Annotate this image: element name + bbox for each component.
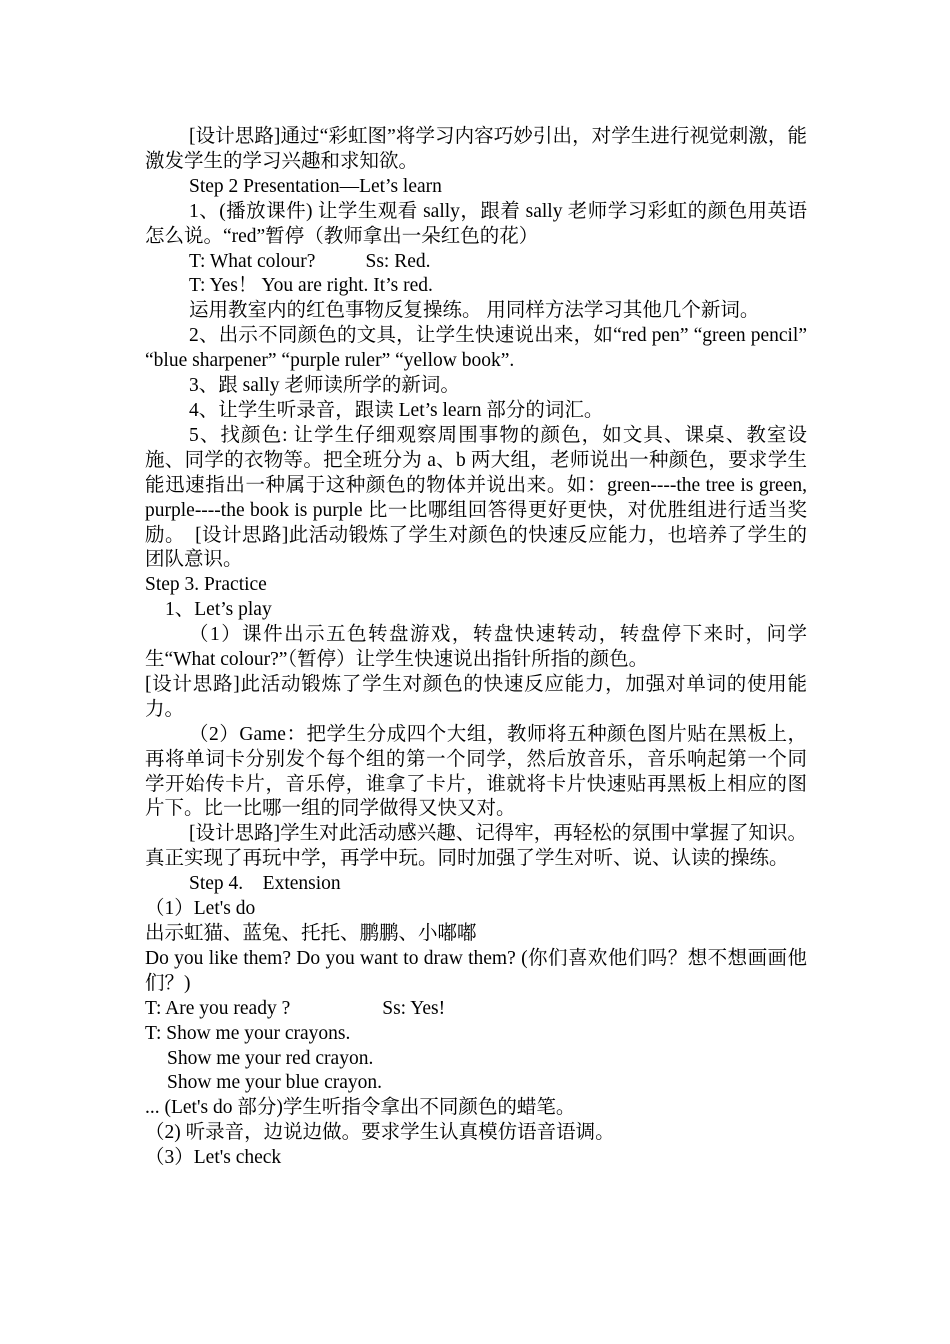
practice-item-1: （1）课件出示五色转盘游戏，转盘快速转动，转盘停下来时，问学生“What colour?”（暂停）让学生快速说出指针所指的颜色。 <box>145 624 807 671</box>
command-line-2: Show me your red crayon. <box>167 1047 374 1069</box>
step2-item-4: 4、让学生听录音，跟读 Let’s learn 部分的词汇。 <box>189 399 604 421</box>
teacher-question: T: What colour? <box>189 250 316 272</box>
dialogue-line-1 <box>145 250 807 275</box>
dialogue-line-3 <box>145 997 807 1022</box>
step2-heading: Step 2 Presentation—Let’s learn <box>189 175 442 197</box>
design-note-interest: [设计思路]学生对此活动感兴趣、记得牢，再轻松的氛围中掌握了知识。真正实现了再玩中学，再学中玩。同时加强了学生对听、说、认读的操练。 <box>145 823 807 870</box>
lets-check-heading: （3）Let's check <box>145 1147 282 1169</box>
lets-do-note: ... (Let's do 部分)学生听指令拿出不同颜色的蜡笔。 <box>145 1097 576 1119</box>
lets-do-heading: （1）Let's do <box>145 898 256 920</box>
question-line: Do you like them? Do you want to draw them? (你们喜欢他们吗？想不想画画他们？) <box>145 947 807 994</box>
step2-item-3: 3、跟 sally 老师读所学的新词。 <box>189 375 460 397</box>
step2-item-5: 5、找颜色: 让学生仔细观察周围事物的颜色，如文具、课桌、教室设施、同学的衣物等。把全班分为 a、b 两大组，老师说出一种颜色，要求学生能迅速指出一种属于这种颜色的物体并说出来。如：green----the tree is green, purple----the book is purple 比一比哪组回答得更好更快，对优胜组进行适当奖励。 [设计思路]此活动锻炼了学生对颜色的快速反应能力，也培养了学生的团队意识。 <box>145 424 807 571</box>
design-note-reaction: [设计思路]此活动锻炼了学生对颜色的快速反应能力，加强对单词的使用能力。 <box>145 673 807 720</box>
teacher-ready: T: Are you ready ? <box>145 997 291 1019</box>
step3-heading: Step 3. Practice <box>145 574 267 596</box>
lets-play-heading: 1、Let’s play <box>165 599 272 621</box>
listen-item: （2) 听录音，边说边做。要求学生认真模仿语音语调。 <box>145 1122 615 1144</box>
step4-heading: Step 4. Extension <box>189 873 341 895</box>
command-line-1: T: Show me your crayons. <box>145 1022 351 1044</box>
practice-note: 运用教室内的红色事物反复操练。 用同样方法学习其他几个新词。 <box>189 300 760 322</box>
step2-item-2: 2、出示不同颜色的文具，让学生快速说出来，如“red pen” “green pencil” “blue sharpener” “purple ruler” “yellow book”. <box>145 325 807 372</box>
document-page <box>145 125 807 1171</box>
students-yes: Ss: Yes! <box>382 997 446 1019</box>
design-note-rainbow: [设计思路]通过“彩虹图”将学习内容巧妙引出，对学生进行视觉刺激，能激发学生的学习兴趣和求知欲。 <box>145 126 807 172</box>
show-characters: 出示虹猫、蓝兔、托托、鹏鹏、小嘟嘟 <box>145 923 477 944</box>
students-answer: Ss: Red. <box>365 250 431 272</box>
command-line-3: Show me your blue crayon. <box>167 1072 382 1094</box>
dialogue-line-2: T: Yes！ You are right. It’s red. <box>189 275 433 297</box>
step2-item-1: 1、(播放课件) 让学生观看 sally，跟着 sally 老师学习彩虹的颜色用英语怎么说。“red”暂停（教师拿出一朵红色的花） <box>145 200 807 247</box>
practice-item-2: （2）Game：把学生分成四个大组，教师将五种颜色图片贴在黑板上，再将单词卡分别发个每个组的第一个同学，然后放音乐，音乐响起第一个同学开始传卡片，音乐停，谁拿了卡片，谁就将卡片快速贴再黑板上相应的图片下。比一比哪一组的同学做得又快又对。 <box>145 723 807 820</box>
